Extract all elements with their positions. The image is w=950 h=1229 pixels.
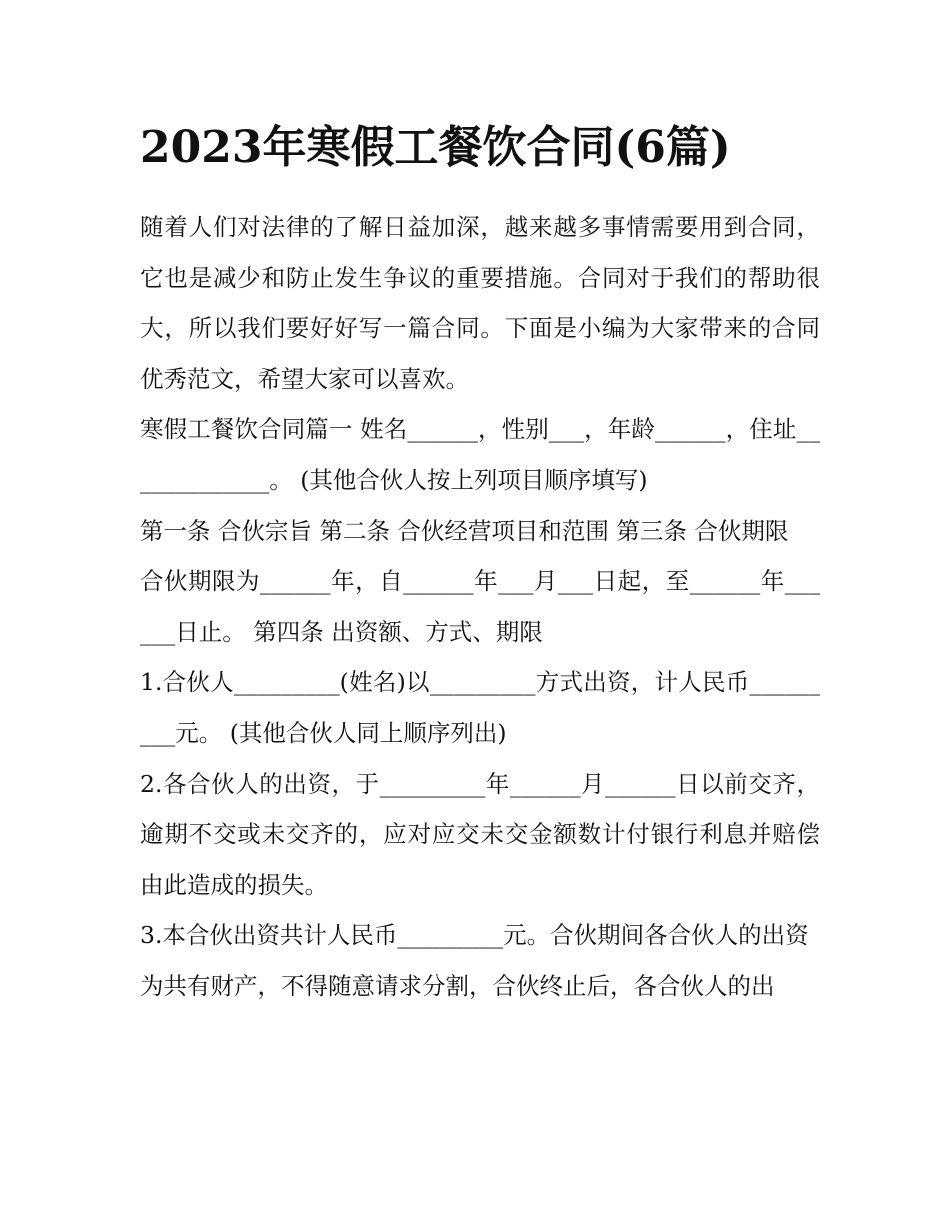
term-paragraph: 合伙期限为______年，自______年___月___日起，至______年______日止。 第四条 出资额、方式、期限 [140,567,820,646]
contribution-clause-1: 1.合伙人_________(姓名)以_________方式出资，计人民币_________元。 (其他合伙人同上顺序列出) [140,668,820,747]
document-title: 2023年寒假工餐饮合同(6篇) [140,122,731,173]
articles-heading-paragraph: 第一条 合伙宗旨 第二条 合伙经营项目和范围 第三条 合伙期限 [140,516,789,545]
party-info-paragraph: 寒假工餐饮合同篇一 姓名______，性别___，年龄______，住址_____________。 (其他合伙人按上列项目顺序填写) [140,415,820,494]
contribution-clause-3: 3.本合伙出资共计人民币_________元。合伙期间各合伙人的出资 [140,921,809,950]
contribution-clause-2: 2.各合伙人的出资，于_________年______月______日以前交齐，逾期不交或未交齐的，应对应交未交金额数计付银行利息并赔偿由此造成的损失。 [140,769,820,899]
shared-property-paragraph: 为共有财产，不得随意请求分割，合伙终止后，各合伙人的出 [140,971,775,1000]
intro-paragraph: 随着人们对法律的了解日益加深，越来越多事情需要用到合同，它也是减少和防止发生争议的重要措施。合同对于我们的帮助很大，所以我们要好好写一篇合同。下面是小编为大家带来的合同优秀范文，希望大家可以喜欢。 [140,213,820,393]
document-page [140,112,820,1012]
